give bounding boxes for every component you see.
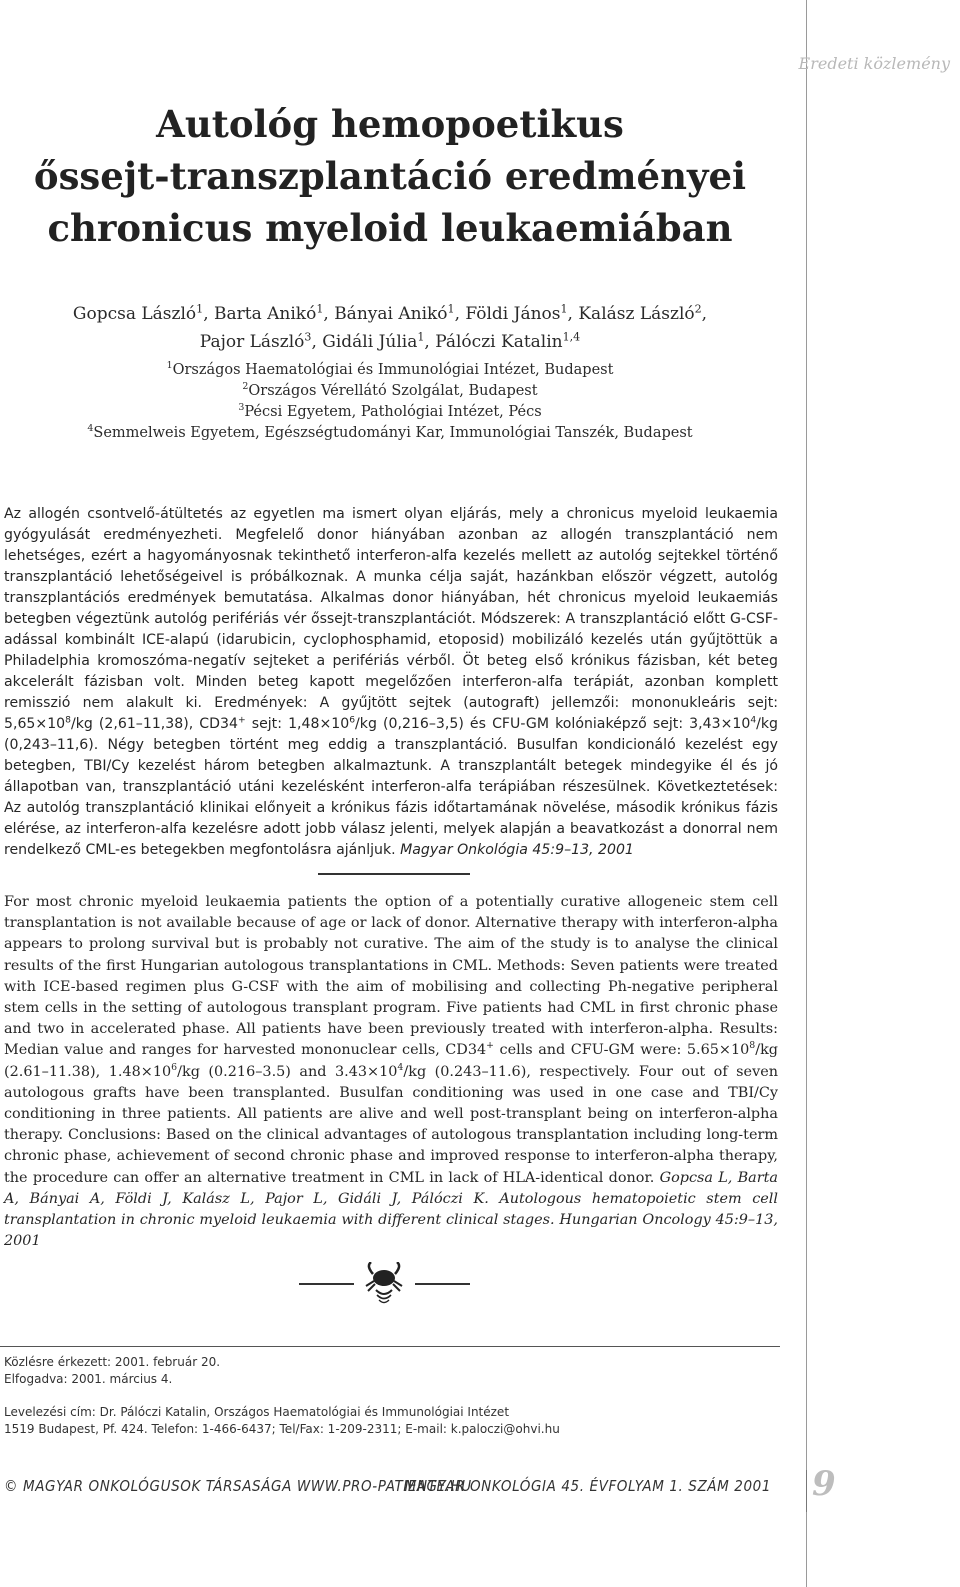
affil-sup: 4 [87, 423, 94, 435]
author-sup: 1 [316, 302, 324, 316]
author-sup: 1 [560, 302, 568, 316]
correspondence-address [4, 1404, 560, 1438]
affiliation: Pécsi Egyetem, Pathológiai Intézet, Pécs [244, 404, 542, 420]
superscript: 4 [397, 1061, 404, 1073]
title-line: Autológ hemopoetikus [156, 102, 624, 146]
received-date: Közlésre érkezett: 2001. február 20. [4, 1355, 221, 1369]
author: Földi János [465, 304, 561, 324]
abstract-text: /kg (0,243–11,6). Négy betegben történt meg eddig a transzplantáció. Busulfan kondicionáló kezelést egy betegben, TBI/Cy kezelést három betegben alkalmaztunk. A transzplantált betegek mindegyike él és jó állapotban van, transzplantáció utáni kezelésként interferon-alfa terápiában részesülnek. Következtetések: Az autológ transzplantáció klinikai előnyeit a krónikus fázis időtartamának növelése, második krónikus fázis elérése, az interferon-alfa kezelésre adott jobb válasz jelenti, melyek alapján a beavatkozást a donorral nem rendelkező CML-es betegekben megfontolásra ajánljuk. [4, 716, 778, 858]
superscript: 6 [349, 714, 356, 726]
author-sup: 1,4 [562, 330, 581, 344]
page-number: 9 [812, 1464, 836, 1504]
affiliation: Országos Haematológiai és Immunológiai Intézet, Budapest [172, 362, 614, 378]
affil-sup: 2 [242, 381, 249, 393]
footer-society: © MAGYAR ONKOLÓGUSOK TÁRSASÁGA WWW.PRO-PATIENTE.HU [4, 1477, 472, 1495]
page-number-rule [806, 1470, 807, 1512]
crab-logo-icon [363, 1262, 405, 1306]
superscript: 8 [749, 1040, 756, 1052]
abstract-hungarian [4, 504, 778, 861]
abstract-text: /kg (2.61–11.38), 1.48×10 [4, 1042, 778, 1080]
section-label: Eredeti közlemény [798, 54, 950, 73]
author: Gopcsa László [72, 304, 197, 324]
author: Gidáli Júlia [322, 332, 418, 352]
contact-line: Levelezési cím: Dr. Pálóczi Katalin, Országos Haematológiai és Immunológiai Intézet [4, 1405, 510, 1419]
author: Pajor László [199, 332, 305, 352]
page-footer [4, 1477, 779, 1501]
author-sup: 1 [196, 302, 204, 316]
article-title [0, 98, 780, 254]
author: Pálóczi Katalin [435, 332, 563, 352]
superscript: 6 [171, 1061, 178, 1073]
abstract-text: Az allogén csontvelő-átültetés az egyetlen ma ismert olyan eljárás, mely a chronicus myeloid leukaemia gyógyulását eredményezheti. Megfelelő donor hiányában azonban az allogén transzplantáció nem lehetséges, ezért a hagyományosnak tekinthető interferon-alfa kezelés mellett az autológ sejtekkel történő transzplantáció lehetőségeivel is próbálkoznak. A munka célja saját, hazánkban először végzett, autológ transzplantációs eredmények bemutatása. Alkalmas donor hiányában, hét chronicus myeloid leukaemiás betegben végeztünk autológ perifériás vér őssejt-transzplantációt. Módszerek: A transzplantáció előtt G-CSF-adással kombinált ICE-alapú (idarubicin, cyclophosphamid, etoposid) mobilizáló kezelés után gyűjtöttük a Philadelphia kromoszóma-negatív sejteket a perifériás vérből. Öt beteg első krónikus fázisban, két beteg akcelerált fázisban volt. Minden beteg kapott megelőzően interferon-alfa terápiát, azonban komplett remisszió nem alakult ki. Eredmények: A gyűjtött sejtek (autograft) jellemzői: mononukleáris sejt: 5,65×10 [4, 506, 778, 732]
divider-line [299, 1283, 354, 1285]
abstract-text: /kg (2,61–11,38), CD34 [70, 716, 238, 732]
submission-dates [4, 1354, 220, 1388]
affiliation: Semmelweis Egyetem, Egészségtudományi Kar, Immunológiai Tanszék, Budapest [93, 425, 693, 441]
abstract-text: /kg (0,216–3,5) és CFU-GM kolóniaképző sejt: 3,43×10 [355, 716, 751, 732]
affil-sup: 1 [166, 360, 173, 372]
author-sup: 2 [694, 302, 702, 316]
author-sup: 1 [417, 330, 425, 344]
superscript: + [486, 1040, 495, 1052]
footer-journal: MAGYAR ONKOLÓGIA 45. ÉVFOLYAM 1. SZÁM 2001 [404, 1477, 771, 1495]
author-sup: 3 [304, 330, 312, 344]
affiliation: Országos Vérellátó Szolgálat, Budapest [248, 383, 538, 399]
superscript: 4 [750, 714, 757, 726]
abstract-text: sejt: 1,48×10 [245, 716, 350, 732]
author: Barta Anikó [214, 304, 317, 324]
author-sup: 1 [447, 302, 455, 316]
citation: Gopcsa L, Barta A, Bányai A, Földi J, Kalász L, Pajor L, Gidáli J, Pálóczi K. Autologous hematopoietic stem cell transplantation in chronic myeloid leukaemia with different clinical stages. Hungarian Oncology 45:9–13, 2001 [4, 1169, 779, 1250]
abstract-english [4, 892, 778, 1252]
society-logo-divider [299, 1262, 469, 1310]
author: Bányai Anikó [334, 304, 448, 324]
abstract-text: /kg (0.243–11.6), respectively. Four out of seven autologous grafts have been transplanted. Busulfan conditioning was used in one case and TBI/Cy conditioning in three patients. All patients are alive and well post-transplant being on interferon-alpha therapy. Conclusions: Based on the clinical advantages of autologous transplantation including long-term chronic phase, achievement of second chronic phase and improved response to interferon-alpha therapy, the procedure can offer an alternative treatment in CML in lack of HLA-identical donor. [4, 1063, 778, 1186]
abstract-text: cells and CFU-GM were: 5.65×10 [494, 1042, 750, 1059]
accepted-date: Elfogadva: 2001. március 4. [4, 1372, 173, 1386]
superscript: + [237, 714, 246, 726]
affiliation-list [0, 360, 780, 444]
title-line: őssejt-transzplantáció eredményei [33, 154, 747, 198]
abstract-text: /kg (0.216–3.5) and 3.43×10 [177, 1063, 398, 1080]
contact-line: 1519 Budapest, Pf. 424. Telefon: 1-466-6437; Tel/Fax: 1-209-2311; E-mail: k.paloczi@ohvi.hu [4, 1422, 560, 1436]
citation: Magyar Onkológia 45:9–13, 2001 [400, 842, 634, 858]
footnote-rule [0, 1346, 780, 1347]
affil-sup: 3 [238, 402, 245, 414]
divider-line [415, 1283, 470, 1285]
title-line: chronicus myeloid leukaemiában [47, 206, 733, 250]
margin-rule [806, 0, 807, 1587]
section-divider [318, 873, 470, 875]
abstract-text: For most chronic myeloid leukaemia patients the option of a potentially curative allogeneic stem cell transplantation is not available because of age or lack of donor. Alternative therapy with interferon-alpha appears to prolong survival but is probably not curative. The aim of the study is to analyse the clinical results of the first Hungarian autologous transplantations in CML. Methods: Seven patients were treated with ICE-based regimen plus G-CSF with the aim of mobilising and collecting Ph-negative peripheral stem cells in the setting of autologous transplant program. Five patients had CML in first chronic phase and two in accelerated phase. All patients have been previously treated with interferon-alpha. Results: Median value and ranges for harvested mononuclear cells, CD34 [4, 894, 778, 1059]
author-list: Gopcsa László$^1$, Barta Anikó$^1$, Bányai Anikó$^1$, Földi János$^1$, Kalász László$^2$, Pajor László$^3$, Gidáli Júlia$^1$, Pálóczi Katalin$^{1,4}$ [72, 302, 708, 352]
author: Kalász László [578, 304, 695, 324]
superscript: 8 [65, 714, 71, 726]
